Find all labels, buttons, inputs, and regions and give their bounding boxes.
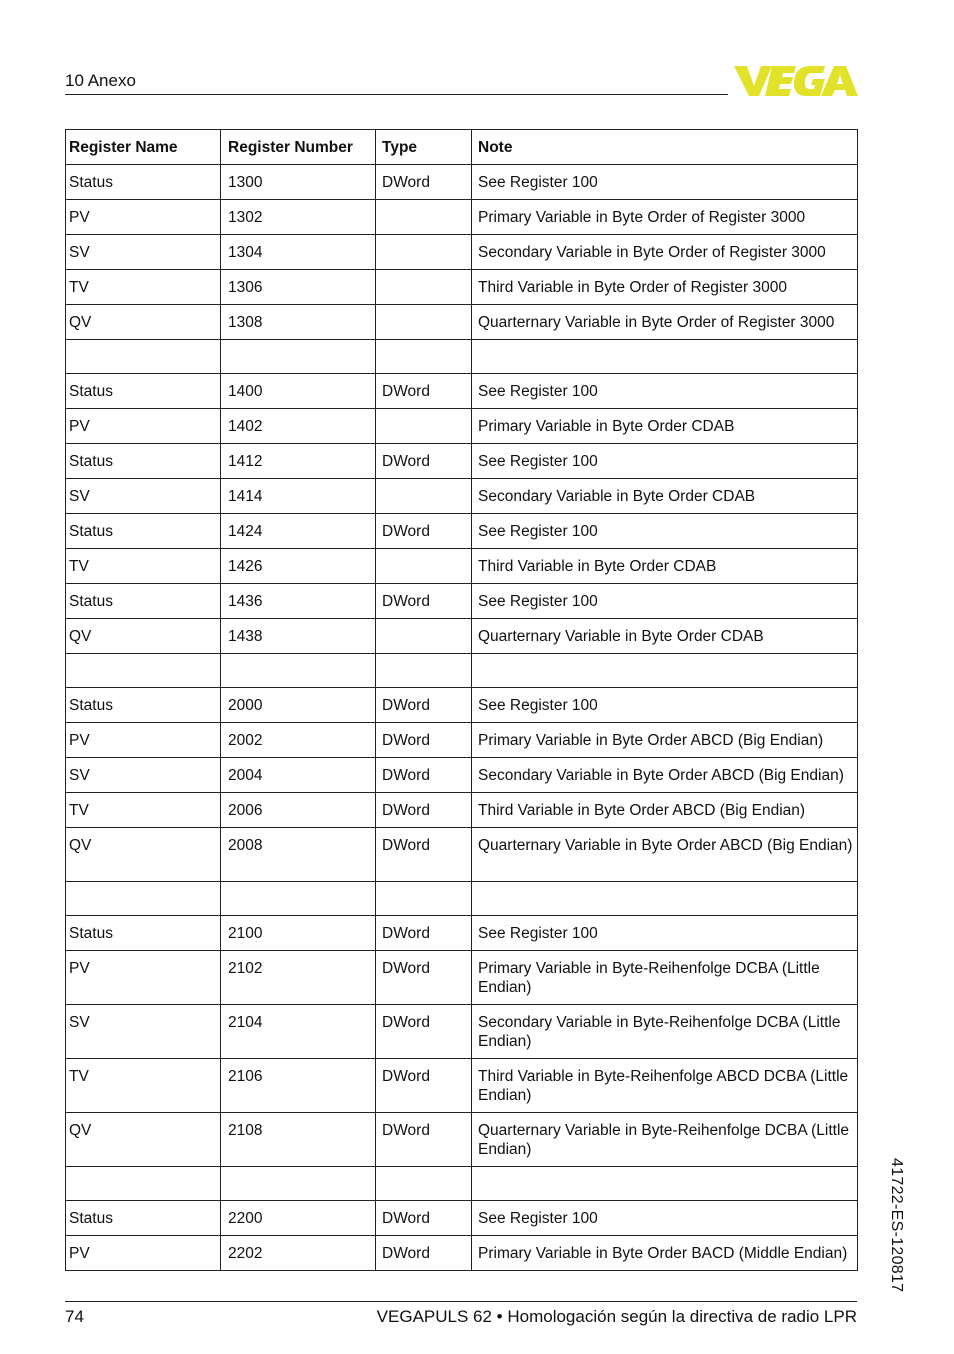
table-row <box>66 1113 858 1167</box>
note-cell: See Register 100 <box>472 584 858 619</box>
type-cell: DWord <box>376 1059 472 1113</box>
table-row <box>66 793 858 828</box>
register-name-cell: QV <box>66 828 221 882</box>
table-row <box>66 1236 858 1271</box>
section-heading: 10 Anexo <box>65 71 136 90</box>
note-cell: See Register 100 <box>472 1201 858 1236</box>
register-number-cell: 1302 <box>221 200 376 235</box>
register-number-cell: 2004 <box>221 758 376 793</box>
note-cell: See Register 100 <box>472 374 858 409</box>
note-cell: Quarternary Variable in Byte-Reihenfolge DCBA (Little Endian) <box>472 1113 858 1167</box>
register-number-cell: 2006 <box>221 793 376 828</box>
register-number-cell: 1438 <box>221 619 376 654</box>
type-cell <box>376 479 472 514</box>
type-cell <box>376 882 472 916</box>
register-name-cell <box>66 340 221 374</box>
note-cell: Third Variable in Byte Order ABCD (Big Endian) <box>472 793 858 828</box>
register-number-cell: 2008 <box>221 828 376 882</box>
register-name-cell: QV <box>66 1113 221 1167</box>
table-spacer-row <box>66 1167 858 1201</box>
register-number-cell: 2104 <box>221 1005 376 1059</box>
register-name-cell: TV <box>66 270 221 305</box>
register-name-cell <box>66 882 221 916</box>
table-row <box>66 916 858 951</box>
table-row <box>66 688 858 723</box>
table-spacer-row <box>66 654 858 688</box>
table-row <box>66 549 858 584</box>
column-header: Register Name <box>66 130 221 165</box>
table-row <box>66 1059 858 1113</box>
register-number-cell: 1300 <box>221 165 376 200</box>
type-cell: DWord <box>376 584 472 619</box>
type-cell <box>376 619 472 654</box>
register-name-cell: QV <box>66 619 221 654</box>
table-body <box>66 165 858 1271</box>
type-cell: DWord <box>376 828 472 882</box>
column-header: Type <box>376 130 472 165</box>
register-number-cell: 1402 <box>221 409 376 444</box>
type-cell: DWord <box>376 951 472 1005</box>
table-row <box>66 374 858 409</box>
register-name-cell: TV <box>66 793 221 828</box>
note-cell <box>472 340 858 374</box>
register-name-cell: Status <box>66 444 221 479</box>
type-cell <box>376 340 472 374</box>
register-number-cell <box>221 654 376 688</box>
table-header-row <box>66 130 858 165</box>
register-number-cell: 1414 <box>221 479 376 514</box>
register-number-cell: 2100 <box>221 916 376 951</box>
note-cell <box>472 1167 858 1201</box>
note-cell: Primary Variable in Byte Order ABCD (Big Endian) <box>472 723 858 758</box>
type-cell: DWord <box>376 1113 472 1167</box>
table-row <box>66 235 858 270</box>
register-number-cell: 2200 <box>221 1201 376 1236</box>
register-name-cell: QV <box>66 305 221 340</box>
document-code: 41722-ES-120817 <box>888 1158 905 1293</box>
table-spacer-row <box>66 882 858 916</box>
type-cell <box>376 270 472 305</box>
type-cell: DWord <box>376 374 472 409</box>
type-cell: DWord <box>376 688 472 723</box>
table-row <box>66 165 858 200</box>
note-cell: See Register 100 <box>472 165 858 200</box>
type-cell <box>376 654 472 688</box>
note-cell: Third Variable in Byte-Reihenfolge ABCD DCBA (Little Endian) <box>472 1059 858 1113</box>
register-name-cell: PV <box>66 200 221 235</box>
note-cell: Primary Variable in Byte Order BACD (Middle Endian) <box>472 1236 858 1271</box>
register-name-cell: SV <box>66 758 221 793</box>
register-name-cell <box>66 1167 221 1201</box>
footer-title: VEGAPULS 62 • Homologación según la directiva de radio LPR <box>376 1307 857 1326</box>
register-number-cell: 1308 <box>221 305 376 340</box>
note-cell: Secondary Variable in Byte Order of Register 3000 <box>472 235 858 270</box>
note-cell: Secondary Variable in Byte Order CDAB <box>472 479 858 514</box>
table-row <box>66 200 858 235</box>
register-number-cell: 2106 <box>221 1059 376 1113</box>
table-row <box>66 305 858 340</box>
note-cell <box>472 654 858 688</box>
register-number-cell: 1306 <box>221 270 376 305</box>
register-number-cell <box>221 340 376 374</box>
header-divider <box>65 94 728 95</box>
register-name-cell: PV <box>66 409 221 444</box>
register-name-cell: SV <box>66 479 221 514</box>
register-name-cell: Status <box>66 1201 221 1236</box>
register-name-cell: TV <box>66 1059 221 1113</box>
register-number-cell: 1400 <box>221 374 376 409</box>
note-cell: See Register 100 <box>472 514 858 549</box>
table-row <box>66 479 858 514</box>
table-row <box>66 514 858 549</box>
column-header: Note <box>472 130 858 165</box>
note-cell: Primary Variable in Byte Order CDAB <box>472 409 858 444</box>
vega-logo <box>734 64 858 98</box>
register-name-cell: Status <box>66 688 221 723</box>
register-name-cell: PV <box>66 1236 221 1271</box>
register-name-cell: Status <box>66 165 221 200</box>
note-cell: Quarternary Variable in Byte Order CDAB <box>472 619 858 654</box>
register-number-cell <box>221 1167 376 1201</box>
note-cell: See Register 100 <box>472 916 858 951</box>
register-name-cell: PV <box>66 951 221 1005</box>
note-cell: Secondary Variable in Byte Order ABCD (Big Endian) <box>472 758 858 793</box>
type-cell: DWord <box>376 1236 472 1271</box>
register-number-cell: 2002 <box>221 723 376 758</box>
table-row <box>66 828 858 882</box>
register-number-cell: 1436 <box>221 584 376 619</box>
table-row <box>66 619 858 654</box>
register-name-cell: Status <box>66 374 221 409</box>
table-row <box>66 723 858 758</box>
register-name-cell: PV <box>66 723 221 758</box>
note-cell: See Register 100 <box>472 444 858 479</box>
table-row <box>66 444 858 479</box>
table-row <box>66 584 858 619</box>
type-cell <box>376 200 472 235</box>
register-number-cell: 1424 <box>221 514 376 549</box>
footer-divider <box>65 1301 857 1302</box>
table-row <box>66 758 858 793</box>
table-row <box>66 1005 858 1059</box>
note-cell: Quarternary Variable in Byte Order ABCD (Big Endian) <box>472 828 858 882</box>
type-cell: DWord <box>376 916 472 951</box>
type-cell <box>376 305 472 340</box>
type-cell <box>376 1167 472 1201</box>
page-number: 74 <box>65 1307 84 1326</box>
type-cell <box>376 549 472 584</box>
register-name-cell: Status <box>66 514 221 549</box>
type-cell: DWord <box>376 758 472 793</box>
register-number-cell <box>221 882 376 916</box>
note-cell: Third Variable in Byte Order of Register 3000 <box>472 270 858 305</box>
register-number-cell: 2102 <box>221 951 376 1005</box>
register-name-cell: SV <box>66 235 221 270</box>
note-cell: Third Variable in Byte Order CDAB <box>472 549 858 584</box>
register-number-cell: 2000 <box>221 688 376 723</box>
table-row <box>66 1201 858 1236</box>
note-cell <box>472 882 858 916</box>
note-cell: Secondary Variable in Byte-Reihenfolge DCBA (Little Endian) <box>472 1005 858 1059</box>
type-cell: DWord <box>376 514 472 549</box>
table-row <box>66 270 858 305</box>
type-cell: DWord <box>376 165 472 200</box>
type-cell: DWord <box>376 793 472 828</box>
register-table <box>65 129 858 1271</box>
type-cell <box>376 409 472 444</box>
type-cell <box>376 235 472 270</box>
register-number-cell: 2202 <box>221 1236 376 1271</box>
register-name-cell: SV <box>66 1005 221 1059</box>
register-number-cell: 1304 <box>221 235 376 270</box>
table-row <box>66 409 858 444</box>
register-number-cell: 2108 <box>221 1113 376 1167</box>
table-spacer-row <box>66 340 858 374</box>
type-cell: DWord <box>376 723 472 758</box>
note-cell: Quarternary Variable in Byte Order of Register 3000 <box>472 305 858 340</box>
type-cell: DWord <box>376 444 472 479</box>
note-cell: Primary Variable in Byte Order of Register 3000 <box>472 200 858 235</box>
table-row <box>66 951 858 1005</box>
register-number-cell: 1426 <box>221 549 376 584</box>
column-header: Register Number <box>221 130 376 165</box>
type-cell: DWord <box>376 1201 472 1236</box>
register-name-cell <box>66 654 221 688</box>
register-name-cell: TV <box>66 549 221 584</box>
note-cell: See Register 100 <box>472 688 858 723</box>
note-cell: Primary Variable in Byte-Reihenfolge DCBA (Little Endian) <box>472 951 858 1005</box>
register-number-cell: 1412 <box>221 444 376 479</box>
type-cell: DWord <box>376 1005 472 1059</box>
register-name-cell: Status <box>66 584 221 619</box>
register-name-cell: Status <box>66 916 221 951</box>
